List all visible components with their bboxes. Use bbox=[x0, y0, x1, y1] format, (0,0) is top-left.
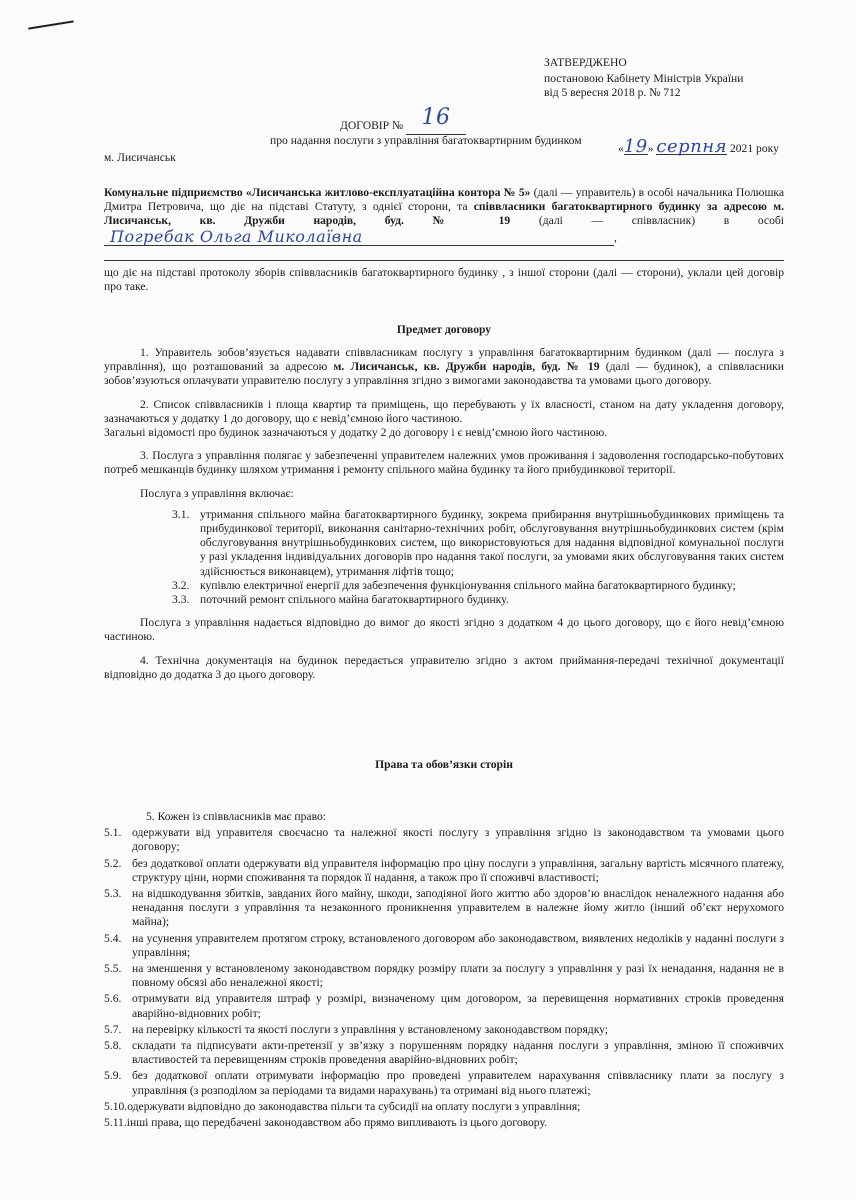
section-title-rights: Права та обов’язки сторін bbox=[375, 758, 513, 771]
clause-3: 3. Послуга з управління полягає у забезпеченні управителем належних умов проживання і задоволення господарсько-побутових потреб мешканців будинку шляхом утримання і ремонту спільного майна будинку та його прибудинкової території. bbox=[104, 449, 784, 477]
list-item: 3.1. утримання спільного майна багатоквартирного будинку, зокрема прибирання внутрішньобудинкових приміщень та прибудинкової території, виконання санітарно-технічних робіт, обслуговування внутрішньобудинкових систем (крім обслуговування внутрішньобудинкових систем, що використовуються для надання відповідної комунальної послуги у разі укладення індивідуальних договорів про надання такої послуги, за умовами яких обслуговування таких систем здійснюється виконавцем), утримання ліфтів тощо; bbox=[172, 507, 784, 578]
scan-mark bbox=[28, 20, 74, 29]
date-year: 2021 року bbox=[729, 142, 779, 155]
date-month: серпня bbox=[656, 136, 728, 157]
section-rights-body bbox=[104, 810, 784, 1130]
blank-underline bbox=[104, 260, 784, 261]
approval-title: ЗАТВЕРДЖЕНО bbox=[544, 56, 627, 69]
co-owners-address: співвласники багатоквартирного будинку за адресою м. Лисичанськ, кв. Дружби народів, буд. № 19 bbox=[104, 200, 784, 228]
approval-line-2: від 5 вересня 2018 р. № 712 bbox=[544, 86, 681, 100]
clause-5-list bbox=[104, 826, 784, 1130]
list-item: 5.8. складати та підписувати акти-претензії у зв’язку з порушенням порядку надання послуги з управління, зміною її споживчих властивостей та перевищенням строків проведення аварійно-відновних робіт; bbox=[104, 1039, 784, 1067]
list-item: 5.5. на зменшення у встановленому законодавством порядку розміру плати за послугу з управління у разі їх ненадання, надання не в повному обсязі або неналежної якості; bbox=[104, 962, 784, 990]
section-title-subject: Предмет договору bbox=[396, 323, 492, 336]
list-item: 5.4. на усунення управителем протягом строку, встановленого договором або законодавством, виявлених недоліків у наданні послуги з управління; bbox=[104, 931, 784, 959]
manager-name: Комунальне підприємство «Лисичанська житлово-експлуатаційна контора № 5» bbox=[104, 186, 531, 199]
contract-label: ДОГОВІР № bbox=[340, 119, 404, 132]
contract-number: 16 bbox=[421, 105, 451, 130]
list-item: 5.10.одержувати відповідно до законодавства пільги та субсидії на оплату послуги з управління; bbox=[104, 1099, 581, 1113]
list-item: 3.3. поточний ремонт спільного майна багатоквартирного будинку. bbox=[172, 593, 509, 607]
clause-5: 5. Кожен із співвласників має право: bbox=[146, 810, 326, 823]
contract-number-field bbox=[406, 105, 466, 135]
person-name-field bbox=[104, 226, 614, 246]
section-subject-body bbox=[104, 346, 784, 682]
list-item: 5.3. на відшкодування збитків, завданих його майну, шкоди, заподіяної його життю або здоров’ю внаслідок неналежного надання або ненадання послуги з управління та незаконного проникнення управителем в належне йому житло (інший об’єкт нерухомого майна); bbox=[104, 887, 784, 929]
clause-2-general: Загальні відомості про будинок зазначаються у додатку 2 до договору і є невід’ємною його частиною. bbox=[104, 426, 608, 440]
date-day: 19 bbox=[623, 136, 648, 157]
list-item: 3.2. купівлю електричної енергії для забезпечення функціонування спільного майна багатоквартирного будинку; bbox=[172, 578, 736, 592]
list-item: 5.9. без додаткової оплати отримувати інформацію про проведені управителем нарахування співвласнику плати за послугу з управління (з розподілом за періодами та видами нарахувань) та отримані від нього платежі; bbox=[104, 1069, 784, 1097]
clause-4: 4. Технічна документація на будинок передається управителю згідно з актом приймання-передачі технічної документації відповідно до додатка 3 до цього договору. bbox=[104, 653, 784, 681]
list-item: 5.1. одержувати від управителя своєчасно та належної якості послугу з управління згідно із законодавством та умовами цього договору; bbox=[104, 826, 784, 854]
clause-2: 2. Список співвласників і площа квартир та приміщень, що перебувають у їх власності, станом на дату укладення договору, зазначаються у додатку 1 до договору, що є невід’ємною його частиною. bbox=[104, 397, 784, 425]
list-item: 5.7. на перевірку кількості та якості послуги з управління у встановленому законодавством порядку; bbox=[104, 1022, 609, 1036]
clause-1: 1. Управитель зобов’язується надавати співвласникам послугу з управління багатоквартирним будинком (далі — послуга з управління), що розташований за адресою м. Лисичанськ, кв. Дружби народів, буд. № 19 (далі — будинок), а співвласники зобов’язуються оплачувати управителю послугу з управління згідно з вимогами законодавства та умовами цього договору. bbox=[104, 346, 784, 388]
intro-paragraph bbox=[104, 186, 784, 246]
contract-date: «19» серпня 2021 року bbox=[618, 136, 779, 157]
list-item: 5.2. без додаткової оплати одержувати від управителя інформацію про ціну послуги з управління, загальну вартість місячного платежу, структуру ціни, норми споживання та порядок її надання, а також про її споживчі властивості; bbox=[104, 856, 784, 884]
intro-text-1: (далі — управитель) в особі начальника Полюшка Дмитра Петровича, що діє на підставі Статуту, з однієї сторони, та bbox=[104, 186, 784, 214]
city: м. Лисичанськ bbox=[104, 151, 176, 164]
approval-line-1: постановою Кабінету Міністрів України bbox=[544, 72, 744, 86]
list-item: 5.6. отримувати від управителя штраф у розмірі, визначеному цим договором, за перевищення нормативних строків проведення аварійно-відновних робіт; bbox=[104, 992, 784, 1020]
approval-block bbox=[544, 56, 804, 101]
person-name: Погребак Ольга Миколаївна bbox=[110, 226, 363, 246]
clause-3-quality: Послуга з управління надається відповідно до вимог до якості згідно з додатком 4 до цього договору, що є його невід’ємною частиною. bbox=[104, 616, 784, 644]
contract-subtitle: про надання послуги з управління багатоквартирним будинком bbox=[270, 134, 582, 147]
intro-text-2: (далі — співвласник) в особі bbox=[510, 214, 784, 228]
contract-title bbox=[340, 105, 560, 134]
clause-3-list bbox=[172, 508, 784, 607]
list-item: 5.11.інші права, що передбачені законодавством або прямо випливають із цього договору. bbox=[104, 1116, 547, 1130]
intro-paragraph-2: що діє на підставі протоколу зборів співвласників багатоквартирного будинку , з іншої сторони (далі — сторони), уклали цей договір про таке. bbox=[104, 266, 784, 294]
person-name-comma: , bbox=[614, 230, 617, 244]
clause-3-intro: Послуга з управління включає: bbox=[140, 486, 294, 500]
